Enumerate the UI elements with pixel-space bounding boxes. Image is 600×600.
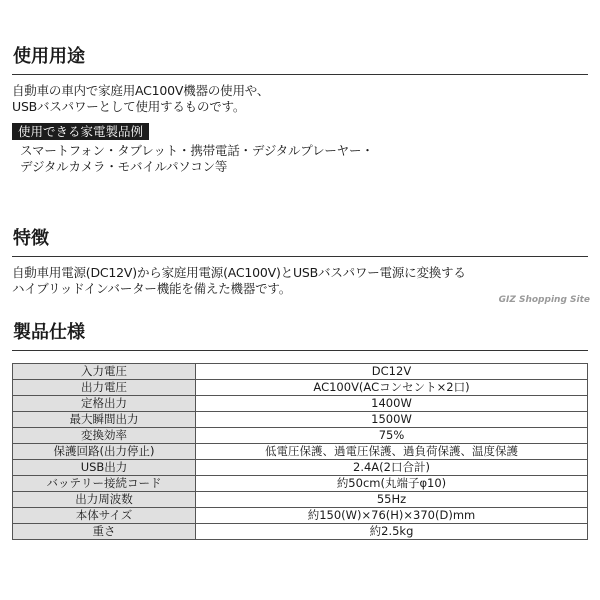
usage-description xyxy=(12,83,588,115)
features-line: ハイブリッドインバーター機能を備えた機器です。 xyxy=(12,281,292,296)
spec-label: 最大瞬間出力 xyxy=(13,412,196,428)
spec-label: 本体サイズ xyxy=(13,508,196,524)
spec-value: 75% xyxy=(196,428,588,444)
examples-tag: 使用できる家電製品例 xyxy=(12,123,149,140)
table-row xyxy=(13,524,588,540)
usage-line: USBバスパワーとして使用するものです。 xyxy=(12,99,246,114)
table-row xyxy=(13,364,588,380)
spec-label: 保護回路(出力停止) xyxy=(13,444,196,460)
spec-value: 1500W xyxy=(196,412,588,428)
table-row xyxy=(13,396,588,412)
table-row xyxy=(13,428,588,444)
spec-value: DC12V xyxy=(196,364,588,380)
spec-label: 出力周波数 xyxy=(13,492,196,508)
spec-value: AC100V(ACコンセント×2口) xyxy=(196,380,588,396)
table-row xyxy=(13,380,588,396)
features-description xyxy=(12,265,588,297)
usage-heading: 使用用途 xyxy=(12,44,588,75)
spec-value: 1400W xyxy=(196,396,588,412)
spec-label: 定格出力 xyxy=(13,396,196,412)
spec-label: 変換効率 xyxy=(13,428,196,444)
table-row xyxy=(13,412,588,428)
usage-section xyxy=(12,44,588,175)
table-row xyxy=(13,460,588,476)
features-heading: 特徴 xyxy=(12,226,588,257)
examples-list xyxy=(12,143,588,175)
spec-label: USB出力 xyxy=(13,460,196,476)
table-row xyxy=(13,508,588,524)
table-row xyxy=(13,492,588,508)
spec-label: 入力電圧 xyxy=(13,364,196,380)
spec-value: 約2.5kg xyxy=(196,524,588,540)
spec-value: 約150(W)×76(H)×370(D)mm xyxy=(196,508,588,524)
table-row xyxy=(13,476,588,492)
features-line: 自動車用電源(DC12V)から家庭用電源(AC100V)とUSBバスパワー電源に変換する xyxy=(12,265,466,280)
spec-table xyxy=(12,363,588,540)
table-row xyxy=(13,444,588,460)
examples-line: デジタルカメラ・モバイルパソコン等 xyxy=(20,159,228,174)
specs-heading: 製品仕様 xyxy=(12,320,588,351)
examples-line: スマートフォン・タブレット・携帯電話・デジタルプレーヤー・ xyxy=(20,143,374,158)
spec-value: 約50cm(丸端子φ10) xyxy=(196,476,588,492)
usage-line: 自動車の車内で家庭用AC100V機器の使用や、 xyxy=(12,83,270,98)
shop-watermark: GIZ Shopping Site xyxy=(498,295,590,305)
features-section xyxy=(12,226,588,297)
spec-value: 55Hz xyxy=(196,492,588,508)
spec-value: 低電圧保護、過電圧保護、過負荷保護、温度保護 xyxy=(196,444,588,460)
spec-label: バッテリー接続コード xyxy=(13,476,196,492)
spec-label: 重さ xyxy=(13,524,196,540)
spec-label: 出力電圧 xyxy=(13,380,196,396)
spec-value: 2.4A(2口合計) xyxy=(196,460,588,476)
specs-section xyxy=(12,320,588,540)
